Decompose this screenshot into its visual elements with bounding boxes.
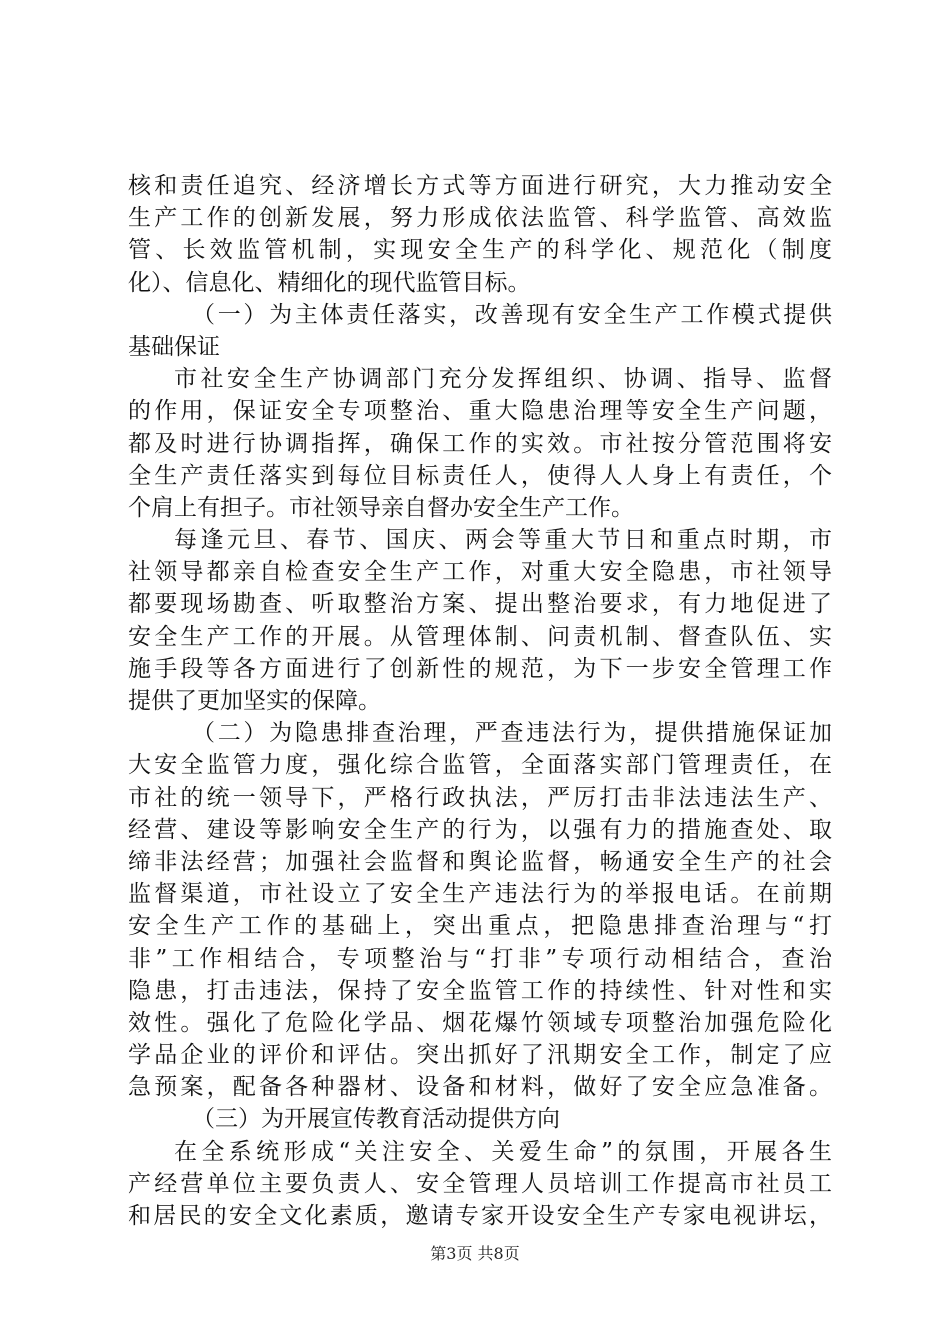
- text-line: 每逢元旦、春节、国庆、两会等重大节日和重点时期，市: [174, 527, 832, 554]
- text-line: 急预案，配备各种器材、设备和材料，做好了安全应急准备。: [128, 1074, 832, 1101]
- text-line: 全生产责任落实到每位目标责任人，使得人人身上有责任，个: [128, 462, 832, 489]
- text-line: 产经营单位主要负责人、安全管理人员培训工作提高市社员工: [128, 1170, 832, 1197]
- document-body: [128, 170, 832, 1232]
- text-line: 生产工作的创新发展，努力形成依法监管、科学监管、高效监: [128, 205, 832, 232]
- text-line: 非”工作相结合，专项整治与“打非”专项行动相结合，查治: [128, 945, 832, 972]
- text-line: 隐患，打击违法，保持了安全监管工作的持续性、针对性和实: [128, 977, 832, 1004]
- text-line: （二）为隐患排查治理，严查违法行为，提供措施保证加: [192, 720, 832, 747]
- text-line: 提供了更加坚实的保障。: [128, 688, 381, 714]
- text-line: （一）为主体责任落实，改善现有安全生产工作模式提供: [192, 301, 832, 328]
- text-line: 基础保证: [128, 333, 220, 360]
- text-line: 核和责任追究、经济增长方式等方面进行研究，大力推动安全: [128, 173, 832, 199]
- text-line: （三）为开展宣传教育活动提供方向: [192, 1106, 560, 1133]
- text-line: 管、长效监管机制，实现安全生产的科学化、规范化（制度: [128, 237, 832, 264]
- text-line: 都及时进行协调指挥，确保工作的实效。市社按分管范围将安: [128, 430, 832, 457]
- text-line: 缔非法经营；加强社会监督和舆论监督，畅通安全生产的社会: [128, 848, 832, 875]
- text-line: 社领导都亲自检查安全生产工作，对重大安全隐患，市社领导: [128, 559, 832, 586]
- text-line: 化）、信息化、精细化的现代监管目标。: [128, 269, 531, 296]
- text-line: 在全系统形成“关注安全、关爱生命”的氛围，开展各生: [174, 1138, 832, 1165]
- text-line: 经营、建设等影响安全生产的行为，以强有力的措施查处、取: [128, 816, 832, 843]
- text-line: 大安全监管力度，强化综合监管，全面落实部门管理责任，在: [128, 752, 832, 779]
- text-line: 安全生产工作的基础上，突出重点，把隐患排查治理与“打: [128, 913, 832, 940]
- text-line: 市社安全生产协调部门充分发挥组织、协调、指导、监督: [174, 366, 832, 393]
- text-line: 市社的统一领导下，严格行政执法，严厉打击非法违法生产、: [128, 784, 832, 811]
- text-line: 学品企业的评价和评估。突出抓好了汛期安全工作，制定了应: [128, 1042, 832, 1069]
- text-line: 安全生产工作的开展。从管理体制、问责机制、督查队伍、实: [128, 623, 832, 650]
- text-line: 施手段等各方面进行了创新性的规范，为下一步安全管理工作: [128, 655, 832, 682]
- text-line: 个肩上有担子。市社领导亲自督办安全生产工作。: [128, 494, 634, 521]
- text-line: 和居民的安全文化素质，邀请专家开设安全生产专家电视讲坛，: [128, 1203, 832, 1229]
- text-line: 都要现场勘查、听取整治方案、提出整治要求，有力地促进了: [128, 591, 832, 618]
- text-line: 监督渠道，市社设立了安全生产违法行为的举报电话。在前期: [128, 881, 832, 908]
- text-line: 的作用，保证安全专项整治、重大隐患治理等安全生产问题，: [128, 398, 832, 425]
- page-footer: 第3页 共8页: [430, 1244, 520, 1263]
- text-line: 效性。强化了危险化学品、烟花爆竹领域专项整治加强危险化: [128, 1009, 832, 1036]
